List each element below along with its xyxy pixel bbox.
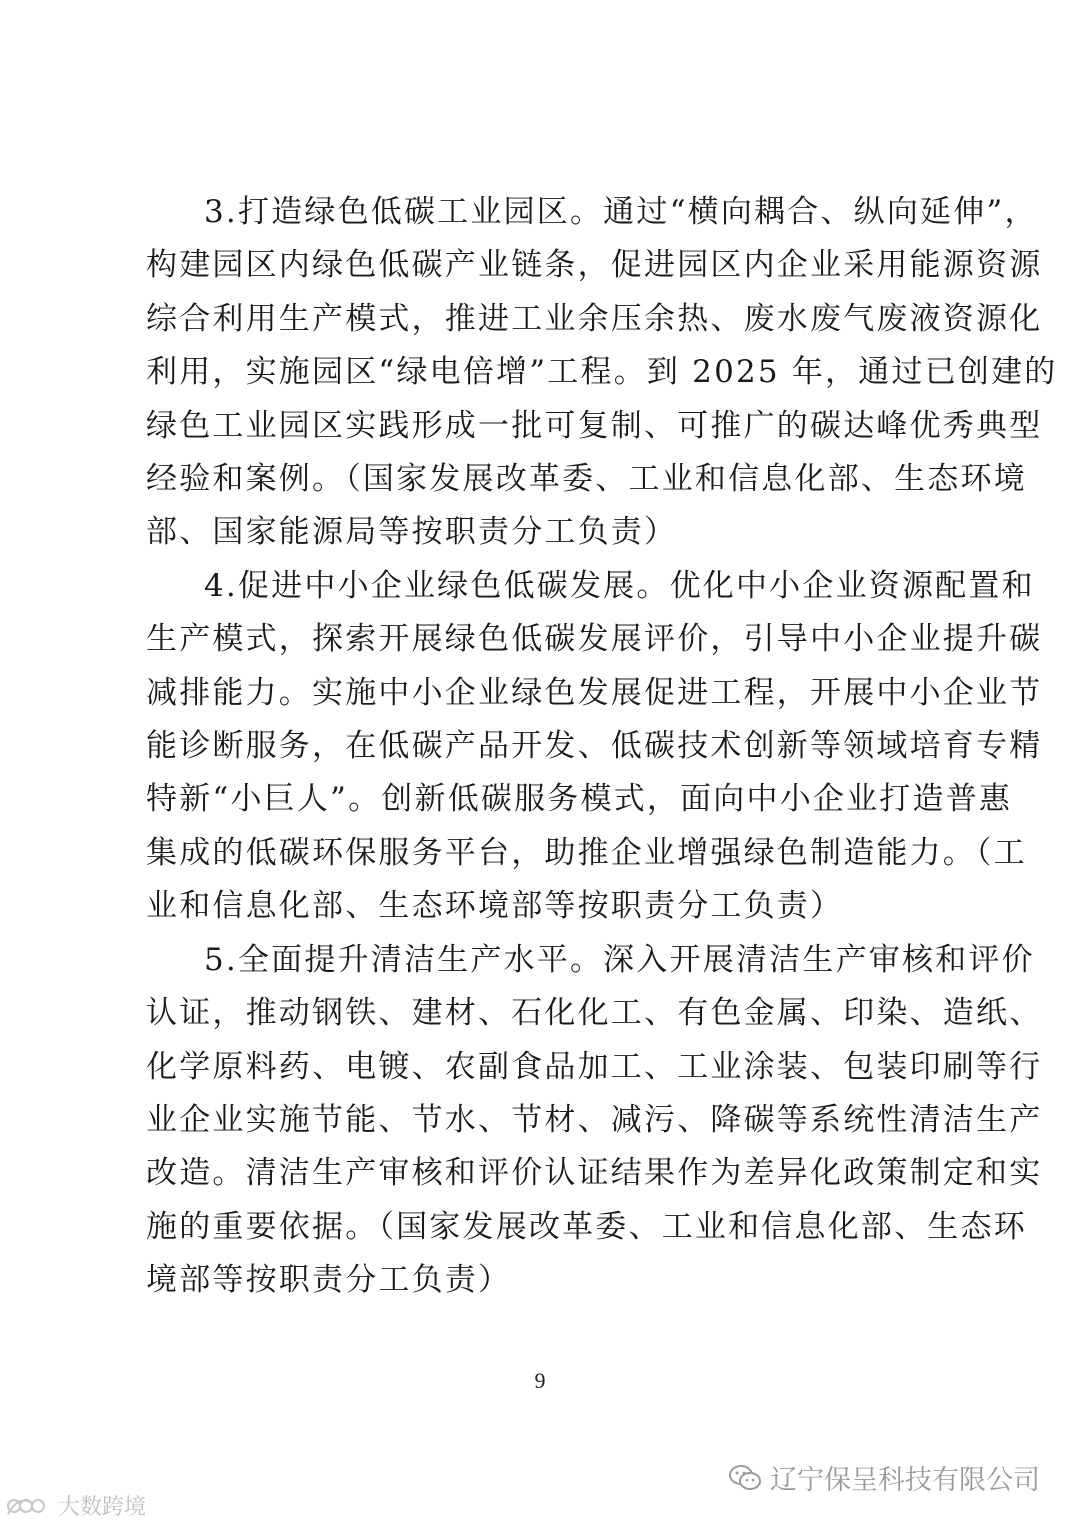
paragraph-line: 3.打造绿色低碳工业园区。通过“横向耦合、纵向延伸”， (204, 194, 1038, 230)
paragraph-line: 5.全面提升清洁生产水平。深入开展清洁生产审核和评价 (204, 941, 1035, 978)
paragraph-line: 生产模式，探索开展绿色低碳发展评价，引导中小企业提升碳 (146, 621, 1043, 658)
paragraph-line: 业和信息化部、生态环境部等按职责分工负责） (146, 888, 844, 925)
paragraph-line: 能诊断服务，在低碳产品开发、低碳技术创新等领域培育专精 (146, 728, 1043, 765)
document-body (146, 186, 1058, 1308)
paragraph-line: 构建园区内绿色低碳产业链条，促进园区内企业采用能源资源 (146, 247, 1043, 284)
paragraph-line: 特新“小巨人”。创新低碳服务模式，面向中小企业打造普惠 (146, 781, 1013, 818)
paragraph-line: 减排能力。实施中小企业绿色发展促进工程，开展中小企业节 (146, 674, 1043, 711)
paragraph-line: 综合利用生产模式，推进工业余压余热、废水废气废液资源化 (146, 300, 1043, 337)
paragraph-4 (146, 560, 1043, 934)
paragraph-line: 化学原料药、电镀、农副食品加工、工业涂装、包装印刷等行 (146, 1048, 1043, 1085)
paragraph-line: 经验和案例。（国家发展改革委、工业和信息化部、生态环境 (146, 461, 1027, 498)
paragraph-line: 施的重要依据。（国家发展改革委、工业和信息化部、生态环 (146, 1208, 1027, 1245)
paragraph-line: 集成的低碳环保服务平台，助推企业增强绿色制造能力。（工 (146, 834, 1027, 871)
paragraph-line: 业企业实施节能、节水、节材、减污、降碳等系统性清洁生产 (146, 1101, 1043, 1138)
logo-icon (6, 1494, 52, 1518)
wechat-account-name: 辽宁保呈科技有限公司 (770, 1465, 1040, 1496)
paragraph-line: 部、国家能源局等按职责分工负责） (146, 514, 678, 551)
page-number: 9 (534, 1368, 546, 1393)
paragraph-line: 绿色工业园区实践形成一批可复制、可推广的碳达峰优秀典型 (146, 407, 1043, 444)
paragraph-line: 利用，实施园区“绿电倍增”工程。到 2025 年，通过已创建的 (146, 354, 1058, 391)
paragraph-line: 境部等按职责分工负责） (146, 1262, 512, 1299)
paragraph-line: 4.促进中小企业绿色低碳发展。优化中小企业资源配置和 (204, 567, 1035, 604)
wechat-icon (728, 1464, 762, 1492)
source-watermark (6, 1490, 146, 1521)
source-name: 大数跨境 (58, 1495, 147, 1520)
paragraph-line: 改造。清洁生产审核和评价认证结果作为差异化政策制定和实 (146, 1155, 1043, 1192)
wechat-watermark (728, 1458, 1040, 1497)
paragraph-line: 认证，推动钢铁、建材、石化化工、有色金属、印染、造纸、 (146, 995, 1043, 1032)
paragraph-5 (146, 934, 1043, 1308)
paragraph-3 (146, 186, 1058, 560)
